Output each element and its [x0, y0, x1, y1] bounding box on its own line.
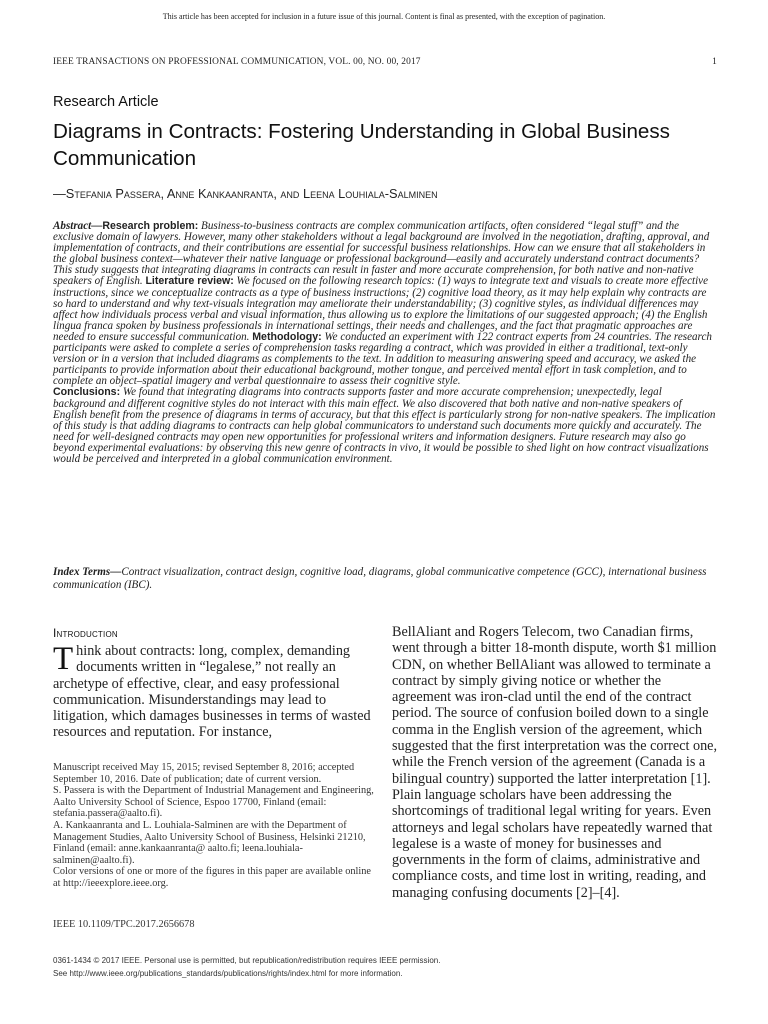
abstract-conclusions-text: We found that integrating diagrams into contracts supports faster and more accurate comprehension; unexpectedly, legal background and different cognitive styles do not interact with this main effect. We also discovered that both native and non-native speakers of English benefit from the presence of diagrams in terms of accuracy, but that this effect is particularly strong for non-native speakers. The implication of this study is that adding diagrams to contracts can help global communicators to understand such documents more quickly and accurately. The need for well-designed contracts may open new opportunities for professional writers and information designers. Future research may also go beyond experimental evaluations: by observing this new genre of contracts in vivo, it would be possible to shed light on how contract visualizations would be perceived and interpreted in a global communication environment.: [53, 386, 716, 465]
article-type: Research Article: [53, 94, 159, 110]
index-terms-lead: Index Terms—: [53, 566, 122, 578]
drop-cap: T: [53, 641, 74, 677]
authors-text: —Stefania Passera, Anne Kankaanranta, and Leena Louhiala-Salminen: [53, 186, 438, 201]
introduction-right-column: BellAliant and Rogers Telecom, two Canadian firms, went through a bitter 18-month dispute, worth $1 million CDN, on whether BellAliant was allowed to terminate a contract by simply giving notice or whether the agreement was iron-clad until the end of the contract period. The source of confusion boiled down to a single comma in the English version of the agreement, which suggested that the first interpretation was the correct one, while the French version of the agreement (Canada is a bilingual country) supported the latter interpretation [1]. Plain language scholars have been addressing the shortcomings of traditional legal writing for years. Even attorneys and legal scholars have repeatedly warned that legalese is a waste of money for businesses and governments in the form of claims, administrative and compliance costs, and time lost in writing, reading, and managing confusing documents [2]–[4].: [392, 624, 718, 901]
abstract: [53, 221, 717, 465]
footnote-color: Color versions of one or more of the figures in this paper are available online at http://ieeexplore.ieee.org.: [53, 866, 371, 889]
index-terms-text: Contract visualization, contract design, cognitive load, diagrams, global communicative competence (GCC), international business communication (IBC).: [53, 566, 707, 591]
acceptance-notice: This article has been accepted for inclusion in a future issue of this journal. Content is final as presented, with the exception of pagination.: [162, 12, 606, 21]
abstract-problem-text: Business-to-business contracts are complex communication artifacts, often considered “legal stuff” and the exclusive domain of lawyers. However, many other stakeholders without a legal background are involved in the negotiation, drafting, approval, and implementation of contracts, and their contributions are essential for successful business relationships. How can we ensure that all stakeholders in the global business context—whatever their native language or professional background—easily and accurately understand contract documents? This study suggests that integrating diagrams in contracts can result in faster and more accurate comprehension, for both native and non-native speakers of English.: [53, 220, 710, 288]
abstract-method-text: We conducted an experiment with 122 contract experts from 24 countries. The research participants were asked to complete a series of comprehension tasks regarding a contract, which was provided in either a traditional, text-only version or in a version that included diagrams as complements to the text. In addition to measuring answering speed and accuracy, we asked the participants to provide information about their educational background, mother tongue, and perceived mental effort in task completion, and to complete an object–spatial imagery and verbal questionnaire to assess their cognitive style.: [53, 330, 712, 388]
doi: IEEE 10.1109/TPC.2017.2656678: [53, 919, 195, 930]
author-list: [53, 186, 438, 201]
abstract-review-text: We focused on the following research topics: (1) ways to integrate text and visuals to create more effective instructions, since we conceptualize contracts as a type of business instructions; (2) cognitive load theory, as it may help explain why contracts are so hard to understand and why text-visuals integration may ameliorate their understandability; (3) cognitive styles, as individual differences may affect how individuals process verbal and visual information, thus allowing us to explore the limitations of our suggested approach; (4) the English lingua franca spoken by business professionals in international settings, their needs and challenges, and the fact that pragmatic approaches are needed to ensure successful communication.: [53, 275, 709, 343]
abstract-conclusions-head: Conclusions:: [53, 386, 121, 399]
abstract-review-head: Literature review:: [145, 275, 234, 288]
page-number: 1: [712, 57, 717, 67]
introduction-left-text: hink about contracts: long, complex, demanding documents written in “legalese,” not really an archetype of effective, clear, and easy professional communication. Misunderstandings may lead to litigation, which damages businesses in terms of wasted resources and reputation. For instance,: [53, 643, 371, 741]
abstract-problem-head: Research problem:: [102, 220, 199, 232]
footnote-passera: S. Passera is with the Department of Industrial Management and Engineering, Aalto University School of Science, Espoo 17700, Finland (email: stefania.passera@aalto.fi).: [53, 785, 374, 820]
copyright-line-2: See http://www.ieee.org/publications_standards/publications/rights/index.html for more information.: [53, 968, 403, 978]
copyright-line-1: 0361-1434 © 2017 IEEE. Personal use is permitted, but republication/redistribution requires IEEE permission.: [53, 956, 441, 965]
footnote-received: Manuscript received May 15, 2015; revised September 8, 2016; accepted September 10, 2016. Date of publication; date of current version.: [53, 762, 355, 785]
journal-info: IEEE TRANSACTIONS ON PROFESSIONAL COMMUNICATION, VOL. 00, NO. 00, 2017: [53, 57, 421, 67]
introduction-left-column: [53, 643, 373, 741]
manuscript-footnote: [53, 762, 375, 890]
paper-title: Diagrams in Contracts: Fostering Understanding in Global Business Communication: [53, 120, 670, 170]
footnote-others: A. Kankaanranta and L. Louhiala-Salminen are with the Department of Management Studies, Aalto University School of Business, Helsinki 21210, Finland (email: anne.kankaanranta@ aalto.fi; leena.louhiala-salminen@aalto.fi).: [53, 819, 366, 866]
index-terms: [53, 566, 717, 591]
copyright-notice: [53, 955, 723, 980]
introduction-heading: Introduction: [53, 626, 118, 640]
abstract-method-head: Methodology:: [252, 330, 322, 343]
running-head: [53, 57, 717, 67]
abstract-lead: Abstract—: [53, 220, 103, 232]
